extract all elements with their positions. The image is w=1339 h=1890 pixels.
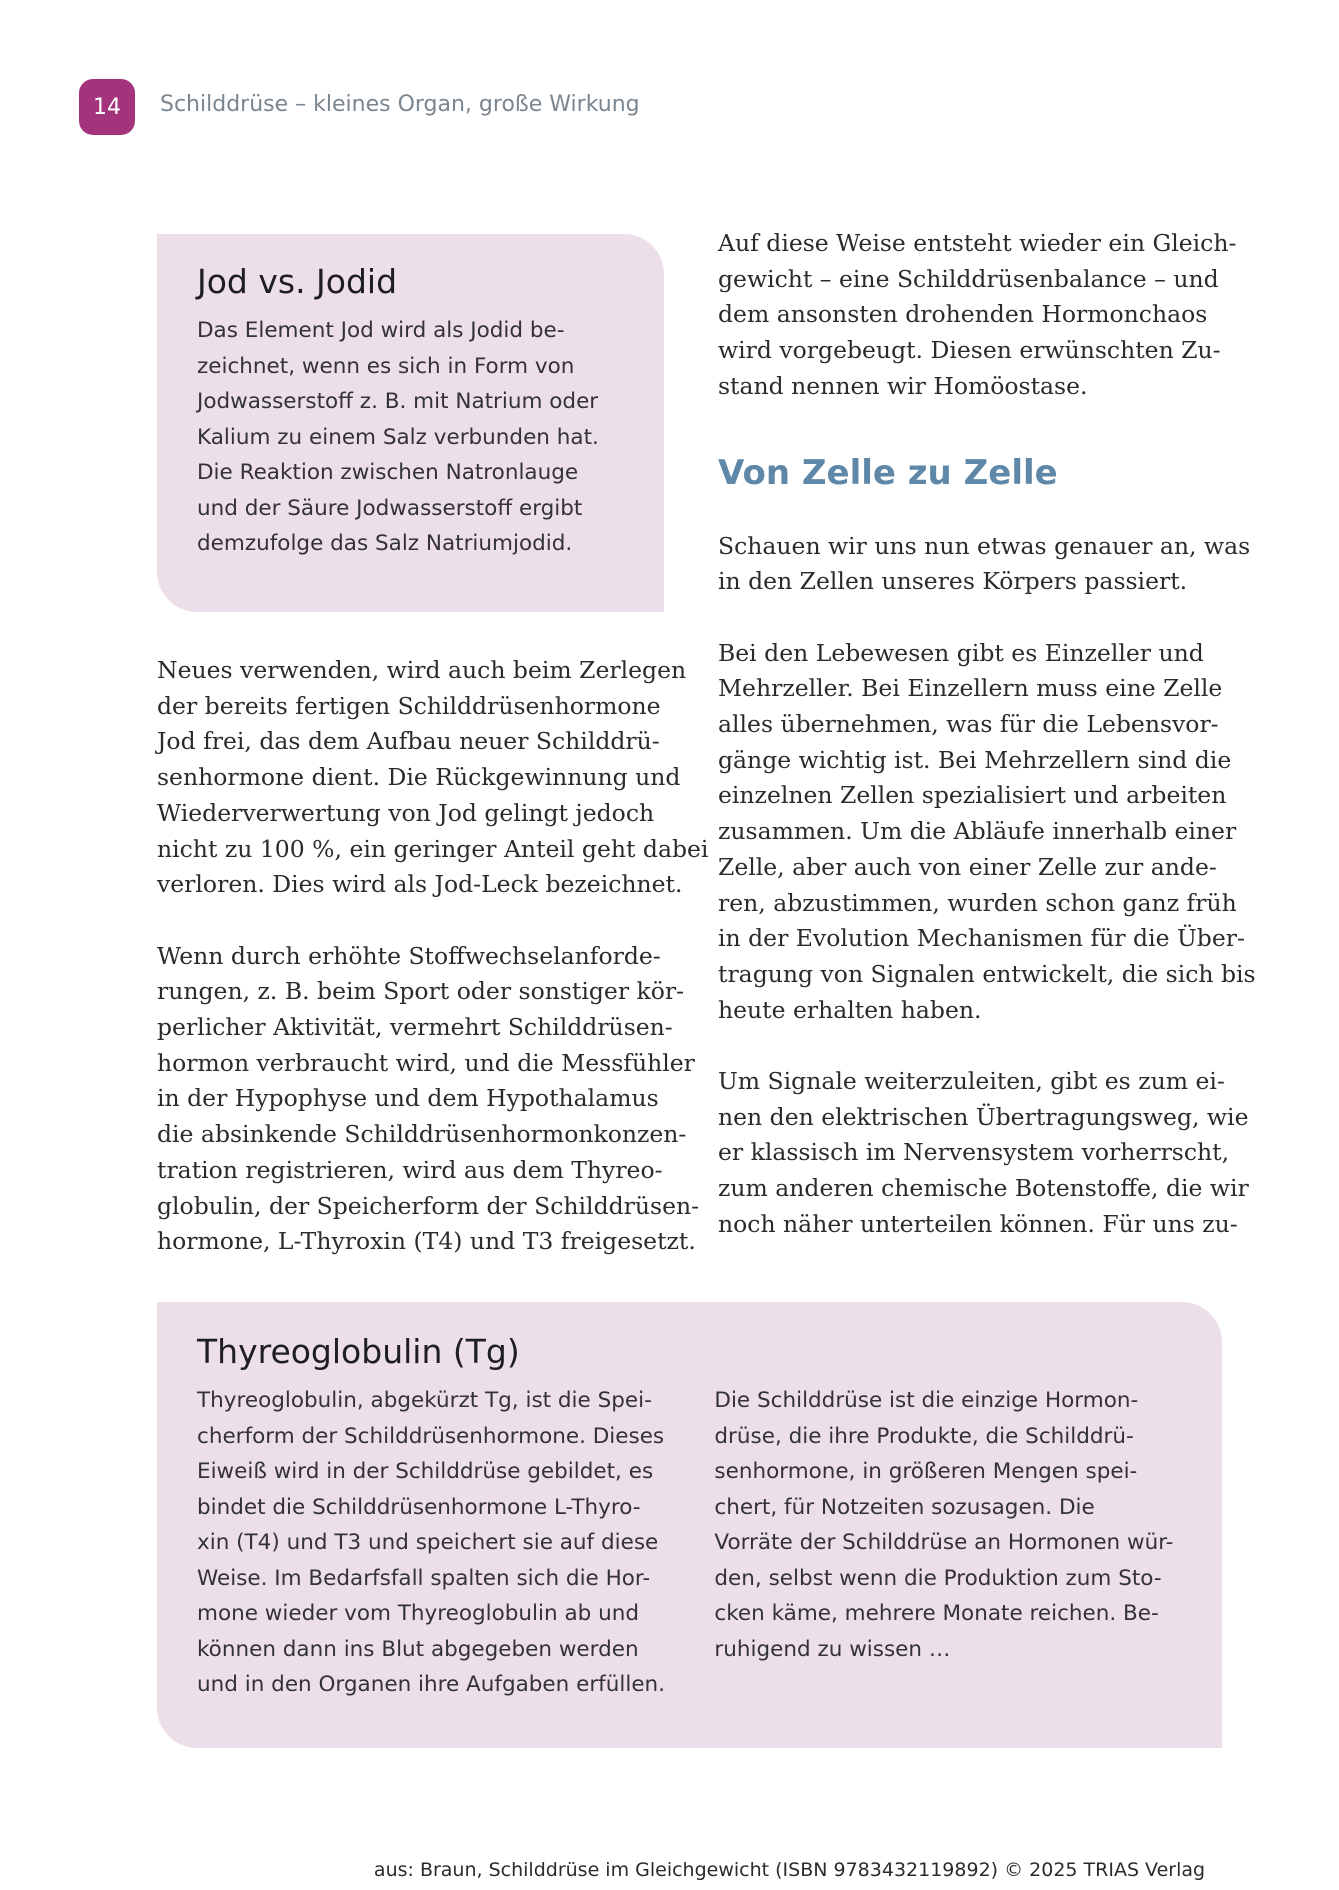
text-line: Die Reaktion zwischen Natronlauge bbox=[197, 460, 579, 485]
text-line: cherform der Schilddrüsenhormone. Dieses bbox=[197, 1423, 665, 1449]
text-line: cken käme, mehrere Monate reichen. Be- bbox=[714, 1601, 1159, 1626]
body-line: zusammen. Um die Abläufe innerhalb einer bbox=[718, 817, 1237, 846]
text-line: können dann ins Blut abgegeben werden bbox=[197, 1636, 639, 1662]
body-line: stand nennen wir Homöostase. bbox=[718, 371, 1088, 400]
body-line: globulin, der Speicherform der Schilddrüsen- bbox=[157, 1191, 700, 1220]
page-number: 14 bbox=[93, 94, 121, 120]
body-line: Mehrzeller. Bei Einzellern muss eine Zelle bbox=[718, 674, 1223, 703]
text-line: Thyreoglobulin, abgekürzt Tg, ist die Spei- bbox=[197, 1388, 652, 1413]
body-line: rungen, z. B. beim Sport oder sonstiger kör- bbox=[157, 977, 685, 1006]
text-line: Kalium zu einem Salz verbunden hat. bbox=[197, 424, 599, 450]
body-line: noch näher unterteilen können. Für uns zu- bbox=[718, 1209, 1238, 1238]
body-line: Zelle, aber auch von einer Zelle zur ande- bbox=[718, 852, 1217, 881]
text-line: drüse, die ihre Produkte, die Schilddrü- bbox=[714, 1423, 1134, 1449]
text-line: mone wieder vom Thyreoglobulin ab und bbox=[197, 1601, 640, 1626]
body-line: nicht zu 100 %, ein geringer Anteil geht dabei bbox=[157, 834, 709, 863]
text-line: Vorräte der Schilddrüse an Hormonen wür- bbox=[714, 1530, 1174, 1555]
info-box-thyreoglobulin bbox=[157, 1302, 1222, 1748]
body-line: wird vorgebeugt. Diesen erwünschten Zu- bbox=[718, 336, 1221, 365]
text-line: Die Schilddrüse ist die einzige Hormon- bbox=[714, 1388, 1139, 1413]
text-line: und der Säure Jodwasserstoff ergibt bbox=[197, 495, 583, 521]
info-box-jod bbox=[157, 234, 664, 612]
text-line: Jodwasserstoff z. B. mit Natrium oder bbox=[197, 389, 599, 414]
body-line: zum anderen chemische Botenstoffe, die wir bbox=[718, 1174, 1249, 1203]
body-line: Bei den Lebewesen gibt es Einzeller und bbox=[718, 638, 1204, 667]
box-tg-left-text bbox=[197, 1383, 714, 1703]
section-heading: Von Zelle zu Zelle bbox=[718, 452, 1058, 493]
body-line: Auf diese Weise entsteht wieder ein Gleich- bbox=[718, 229, 1237, 257]
body-line: hormone, L-Thyroxin (T4) und T3 freigesetzt. bbox=[157, 1227, 696, 1256]
body-line: der bereits fertigen Schilddrüsenhormone bbox=[157, 691, 661, 720]
text-line: demzufolge das Salz Natriumjodid. bbox=[197, 531, 573, 556]
body-line: in den Zellen unseres Körpers passiert. bbox=[718, 567, 1188, 596]
running-title: Schilddrüse – kleines Organ, große Wirkung bbox=[160, 92, 640, 117]
text-line: senhormone, in größeren Mengen spei- bbox=[714, 1459, 1138, 1484]
body-line: in der Evolution Mechanismen für die Über- bbox=[718, 924, 1245, 953]
left-column bbox=[157, 653, 709, 1260]
body-line: perlicher Aktivität, vermehrt Schilddrüsen- bbox=[157, 1013, 673, 1042]
text-line: bindet die Schilddrüsenhormone L-Thyro- bbox=[197, 1494, 641, 1520]
text-line: xin (T4) und T3 und speichert sie auf diese bbox=[197, 1530, 659, 1555]
body-line: Wenn durch erhöhte Stoffwechselanforde- bbox=[157, 941, 661, 970]
body-line: senhormone dient. Die Rückgewinnung und bbox=[157, 763, 681, 792]
body-line: tragung von Signalen entwickelt, die sich bis bbox=[718, 959, 1256, 988]
body-line: einzelnen Zellen spezialisiert und arbeiten bbox=[718, 781, 1227, 810]
body-line: tration registrieren, wird aus dem Thyreo- bbox=[157, 1155, 663, 1184]
text-line: zeichnet, wenn es sich in Form von bbox=[197, 353, 575, 379]
text-line: den, selbst wenn die Produktion zum Sto- bbox=[714, 1565, 1162, 1591]
page-number-tab bbox=[79, 79, 135, 135]
body-line: er klassisch im Nervensystem vorherrscht, bbox=[718, 1138, 1230, 1167]
right-column bbox=[718, 226, 1256, 1243]
box-tg-title: Thyreoglobulin (Tg) bbox=[197, 1332, 520, 1371]
text-line: Das Element Jod wird als Jodid be- bbox=[197, 318, 565, 343]
body-line: gewicht – eine Schilddrüsenbalance – und bbox=[718, 264, 1219, 293]
body-line: hormon verbraucht wird, und die Messfühler bbox=[157, 1048, 695, 1077]
body-line: Schauen wir uns nun etwas genauer an, was bbox=[718, 531, 1251, 560]
body-line: die absinkende Schilddrüsenhormonkonzen- bbox=[157, 1120, 687, 1149]
body-line: nen den elektrischen Übertragungsweg, wie bbox=[718, 1102, 1249, 1131]
text-line: Eiweiß wird in der Schilddrüse gebildet, es bbox=[197, 1459, 654, 1484]
body-line: Neues verwenden, wird auch beim Zerlegen bbox=[157, 656, 687, 684]
box-jod-text bbox=[197, 313, 634, 562]
text-line: Weise. Im Bedarfsfall spalten sich die Hor- bbox=[197, 1565, 651, 1591]
text-line: und in den Organen ihre Aufgaben erfüllen. bbox=[197, 1672, 666, 1697]
body-line: Wiederverwertung von Jod gelingt jedoch bbox=[157, 798, 655, 827]
body-line: ren, abzustimmen, wurden schon ganz früh bbox=[718, 888, 1237, 917]
body-line: verloren. Dies wird als Jod-Leck bezeichnet. bbox=[157, 870, 683, 899]
body-line: gänge wichtig ist. Bei Mehrzellern sind die bbox=[718, 745, 1232, 774]
text-line: ruhigend zu wissen … bbox=[714, 1636, 951, 1662]
body-line: Um Signale weiterzuleiten, gibt es zum ei- bbox=[718, 1067, 1225, 1096]
text-line: chert, für Notzeiten sozusagen. Die bbox=[714, 1494, 1095, 1520]
body-line: Jod frei, das dem Aufbau neuer Schilddrü- bbox=[157, 727, 660, 756]
body-line: in der Hypophyse und dem Hypothalamus bbox=[157, 1084, 659, 1113]
source-footer: aus: Braun, Schilddrüse im Gleichgewicht (ISBN 9783432119892) © 2025 TRIAS Verlag bbox=[373, 1859, 1206, 1881]
body-line: alles übernehmen, was für die Lebensvor- bbox=[718, 710, 1219, 739]
body-line: heute erhalten haben. bbox=[718, 995, 982, 1024]
box-jod-title: Jod vs. Jodid bbox=[197, 262, 398, 301]
body-line: dem ansonsten drohenden Hormonchaos bbox=[718, 300, 1208, 329]
box-tg-right-text bbox=[714, 1383, 1192, 1703]
